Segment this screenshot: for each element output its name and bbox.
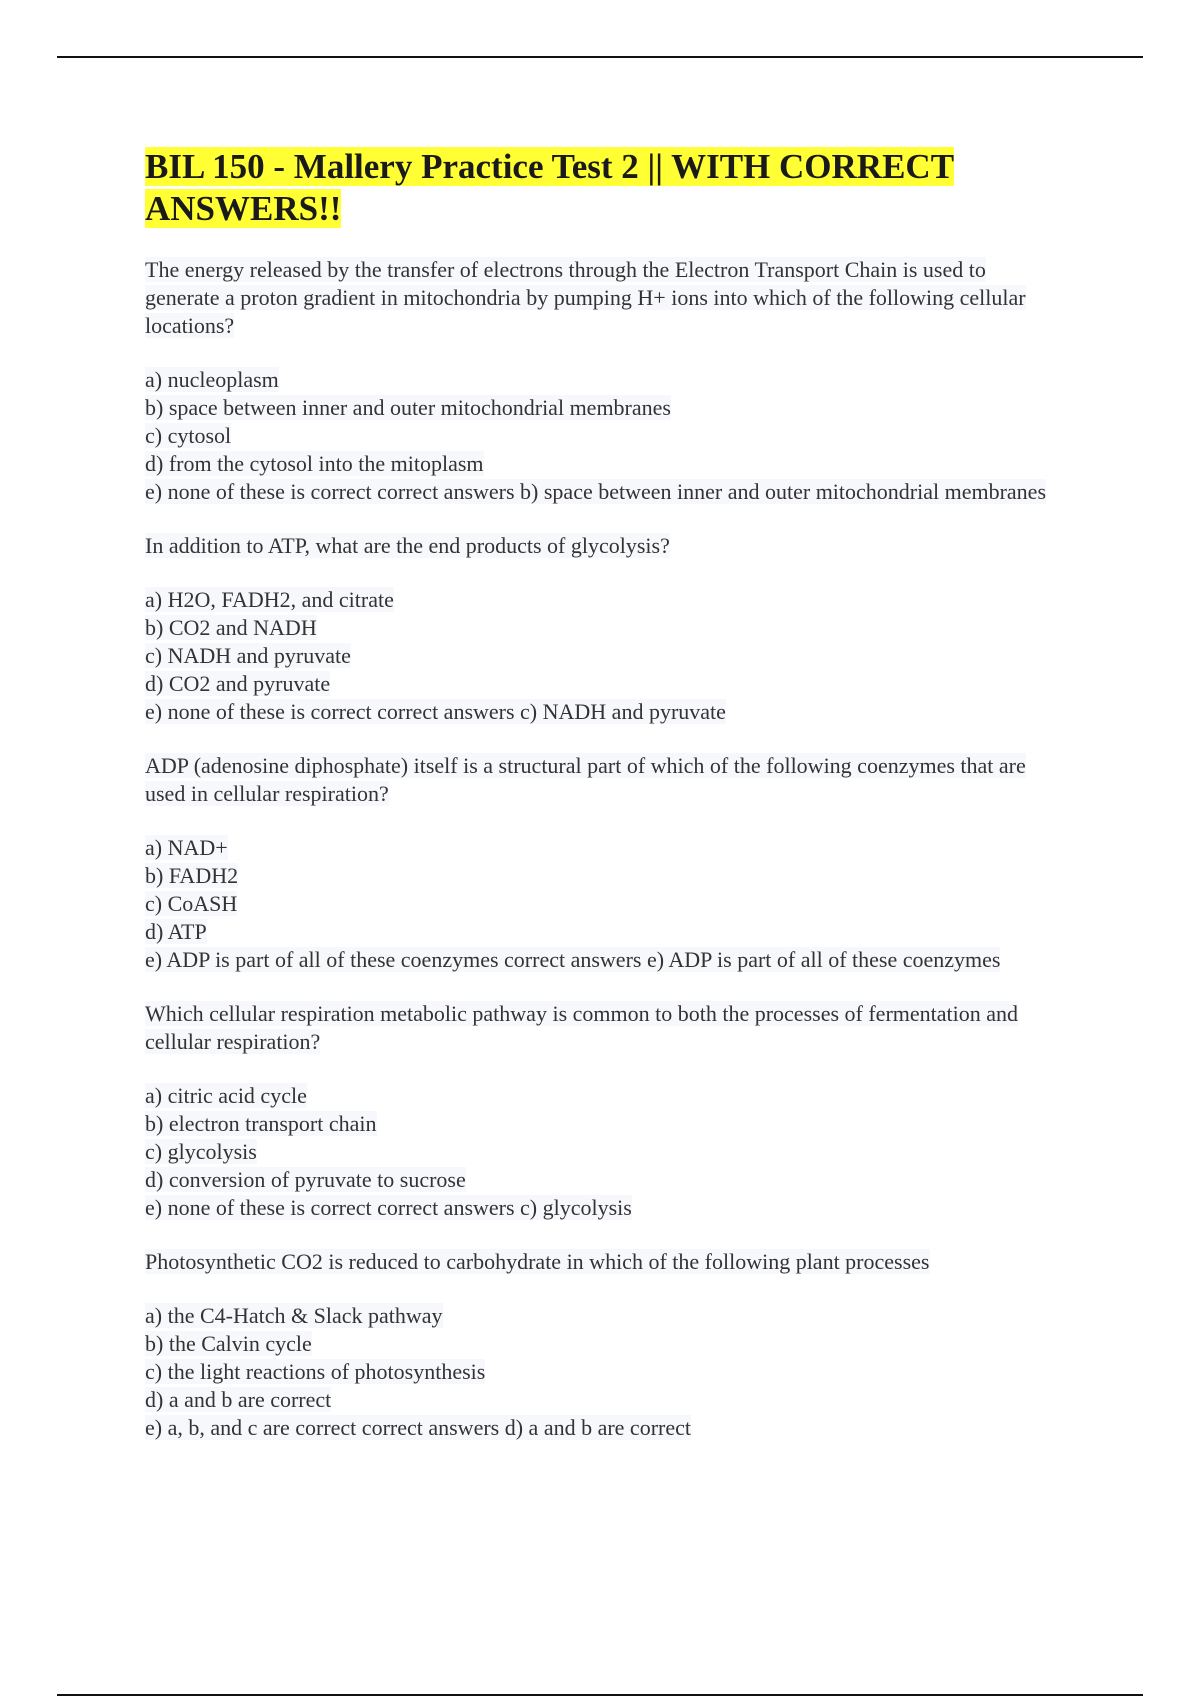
question-5 — [145, 1248, 1065, 1442]
answer-option-with-correct-answer: e) none of these is correct correct answers b) space between inner and outer mitochondrial membranes — [145, 479, 1047, 504]
answer-option-with-correct-answer: e) ADP is part of all of these coenzymes correct answers e) ADP is part of all of these coenzymes — [145, 947, 1001, 972]
answer-option: a) NAD+ — [145, 835, 228, 860]
document-body — [145, 146, 1065, 1468]
answer-option: b) the Calvin cycle — [145, 1331, 312, 1356]
answer-option: d) conversion of pyruvate to sucrose — [145, 1167, 466, 1192]
answer-option: d) ATP — [145, 919, 207, 944]
question-text: In addition to ATP, what are the end products of glycolysis? — [145, 533, 670, 558]
question-2 — [145, 532, 1065, 726]
answer-option: d) CO2 and pyruvate — [145, 671, 331, 696]
question-text: The energy released by the transfer of electrons through the Electron Transport Chain is used to generate a proton gradient in mitochondria by pumping H+ ions into which of the following cellular locations? — [145, 257, 1026, 338]
answer-option: a) H2O, FADH2, and citrate — [145, 587, 394, 612]
document-title: BIL 150 - Mallery Practice Test 2 || WITH CORRECT ANSWERS!! — [145, 147, 955, 228]
answer-option: a) nucleoplasm — [145, 367, 279, 392]
answer-option-with-correct-answer: e) none of these is correct correct answers c) glycolysis — [145, 1195, 632, 1220]
answer-option: b) space between inner and outer mitochondrial membranes — [145, 395, 671, 420]
question-4 — [145, 1000, 1065, 1222]
answer-option-with-correct-answer: e) none of these is correct correct answers c) NADH and pyruvate — [145, 699, 726, 724]
answer-option: d) a and b are correct — [145, 1387, 332, 1412]
answer-option: b) CO2 and NADH — [145, 615, 317, 640]
answer-option-with-correct-answer: e) a, b, and c are correct correct answers d) a and b are correct — [145, 1415, 691, 1440]
answer-option: c) cytosol — [145, 423, 232, 448]
answer-option: c) NADH and pyruvate — [145, 643, 351, 668]
bottom-rule — [57, 1694, 1143, 1696]
answer-option: b) FADH2 — [145, 863, 239, 888]
question-1 — [145, 256, 1065, 506]
answer-option: a) the C4-Hatch & Slack pathway — [145, 1303, 443, 1328]
answer-option: b) electron transport chain — [145, 1111, 377, 1136]
question-text: Photosynthetic CO2 is reduced to carbohydrate in which of the following plant processes — [145, 1249, 930, 1274]
top-rule — [57, 56, 1143, 58]
question-text: ADP (adenosine diphosphate) itself is a structural part of which of the following coenzymes that are used in cellular respiration? — [145, 753, 1026, 806]
answer-option: c) the light reactions of photosynthesis — [145, 1359, 486, 1384]
answer-option: d) from the cytosol into the mitoplasm — [145, 451, 484, 476]
question-text: Which cellular respiration metabolic pathway is common to both the processes of fermentation and cellular respiration? — [145, 1001, 1019, 1054]
answer-option: c) glycolysis — [145, 1139, 257, 1164]
answer-option: c) CoASH — [145, 891, 238, 916]
answer-option: a) citric acid cycle — [145, 1083, 307, 1108]
question-3 — [145, 752, 1065, 974]
